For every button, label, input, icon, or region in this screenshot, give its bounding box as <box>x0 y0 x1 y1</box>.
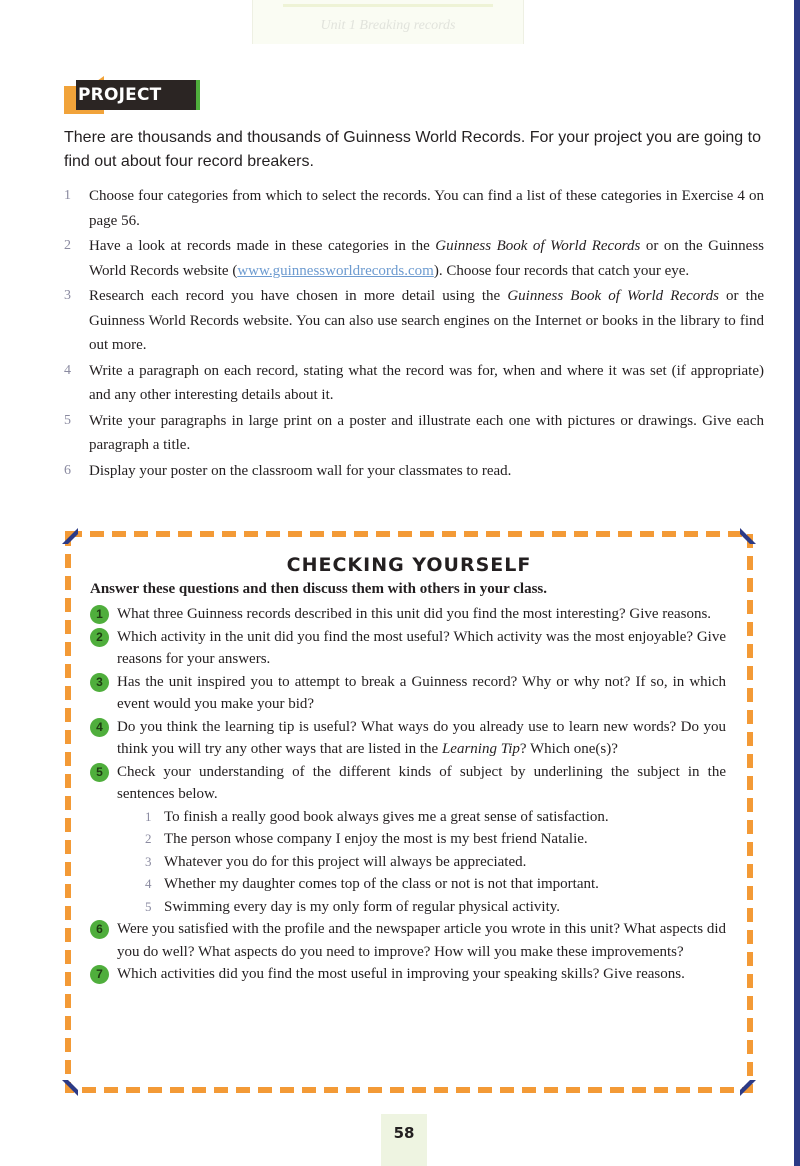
guinness-website-link[interactable]: www.guinnessworldrecords.com <box>237 262 434 279</box>
step-6 <box>64 459 764 484</box>
question-1 <box>90 603 726 626</box>
running-header <box>252 0 524 44</box>
step-number: 3 <box>64 288 71 303</box>
learning-tip-title: Learning Tip <box>441 741 520 757</box>
checking-yourself-box <box>62 528 756 1096</box>
checking-questions <box>90 603 726 986</box>
project-label: PROJECT <box>78 85 162 105</box>
checking-yourself-title: CHECKING YOURSELF <box>286 554 532 576</box>
step-3 <box>64 284 764 358</box>
question-number-badge: 3 <box>90 673 109 692</box>
project-badge <box>64 76 200 114</box>
sentence-1: 1 To finish a really good book always gives me a great sense of satisfaction. <box>145 808 609 825</box>
step-number: 5 <box>64 412 71 428</box>
question-number-badge: 2 <box>90 628 109 647</box>
step-text: Have a look at records made in these categories in the Guinness Book of World Records or on the Guinness World Records website (www.guinnessworldrecords.com). Choose four records that catch your eye. <box>89 238 765 279</box>
question-text: Check your understanding of the different kinds of subject by underlining the subject in the sentences below. 1 To finish a really good book always gives me a great sense of satisfaction. 2 The person whose company I enjoy the most is my best friend Natalie. 3 Whatever you do for this project will always be appreciated. 4 Whether my daughter comes top of the class or not is not that important. 5 Swimming every day is my only form of regular physical activity. <box>117 761 726 919</box>
step-2 <box>64 234 764 283</box>
project-steps <box>64 184 764 484</box>
book-title: Guinness Book of World Records <box>435 238 641 254</box>
sentence-5: 5 Swimming every day is my only form of regular physical activity. <box>145 898 561 915</box>
question-text: Were you satisfied with the profile and the newspaper article you wrote in this unit? What aspects did you do well? What aspects do you need to improve? How will you make these improvements? <box>117 921 726 960</box>
question-6 <box>90 918 726 963</box>
question-text: Which activities did you find the most useful in improving your speaking skills? Give reasons. <box>117 966 685 982</box>
question-text: Do you think the learning tip is useful? What ways do you already use to learn new words? Do you think you will try any other ways that are listed in the Learning Tip? Which one(s)? <box>117 718 726 757</box>
sentence-3: 3 Whatever you do for this project will always be appreciated. <box>145 853 527 870</box>
question-number-badge: 4 <box>90 718 109 737</box>
step-5 <box>64 409 764 458</box>
running-header-text: Unit 1 Breaking records <box>320 18 456 33</box>
question-number-badge: 5 <box>90 763 109 782</box>
step-text: Choose four categories from which to select the records. You can find a list of these categories in Exercise 4 on page 56. <box>89 188 764 229</box>
question-4 <box>90 716 726 761</box>
question-5 <box>90 761 726 919</box>
step-1 <box>64 184 764 233</box>
book-spine-edge <box>794 0 800 1166</box>
step-number: 2 <box>64 238 71 253</box>
step-number: 4 <box>64 362 71 378</box>
question-text: What three Guinness records described in this unit did you find the most interesting? Give reasons. <box>117 606 712 622</box>
question-number-badge: 1 <box>90 605 109 624</box>
checking-yourself-lead: Answer these questions and then discuss them with others in your class. <box>90 581 548 597</box>
page-number: 58 <box>393 1124 415 1142</box>
step-number: 1 <box>64 188 71 203</box>
question-number-badge: 7 <box>90 965 109 984</box>
page-number-tab <box>381 1114 427 1166</box>
book-title: Guinness Book of World Records <box>507 288 719 304</box>
step-text: Write your paragraphs in large print on a poster and illustrate each one with pictures or drawings. Give each paragraph a title. <box>89 412 764 453</box>
question-text: Has the unit inspired you to attempt to break a Guinness record? Why or why not? If so, in which event would you make your bid? <box>117 673 726 712</box>
step-4 <box>64 359 764 408</box>
question-7 <box>90 963 726 986</box>
question-number-badge: 6 <box>90 920 109 939</box>
project-intro: There are thousands and thousands of Guinness World Records. For your project you are going to find out about four record breakers. <box>64 129 761 170</box>
question-3 <box>90 671 726 716</box>
step-text: Research each record you have chosen in more detail using the Guinness Book of World Records or the Guinness World Records website. You can also use search engines on the Internet or books in the library to find out more. <box>89 288 764 353</box>
sentence-4: 4 Whether my daughter comes top of the class or not is not that important. <box>145 876 599 892</box>
question-2 <box>90 626 726 671</box>
sentence-2: 2 The person whose company I enjoy the most is my best friend Natalie. <box>145 831 588 847</box>
step-text: Display your poster on the classroom wall for your classmates to read. <box>89 462 512 479</box>
step-text: Write a paragraph on each record, stating what the record was for, when and where it was set (if appropriate) and any other interesting details about it. <box>89 362 764 403</box>
step-number: 6 <box>64 462 71 478</box>
question-text: Which activity in the unit did you find the most useful? Which activity was the most enjoyable? Give reasons for your answers. <box>117 628 726 667</box>
subject-sentences <box>145 806 726 919</box>
